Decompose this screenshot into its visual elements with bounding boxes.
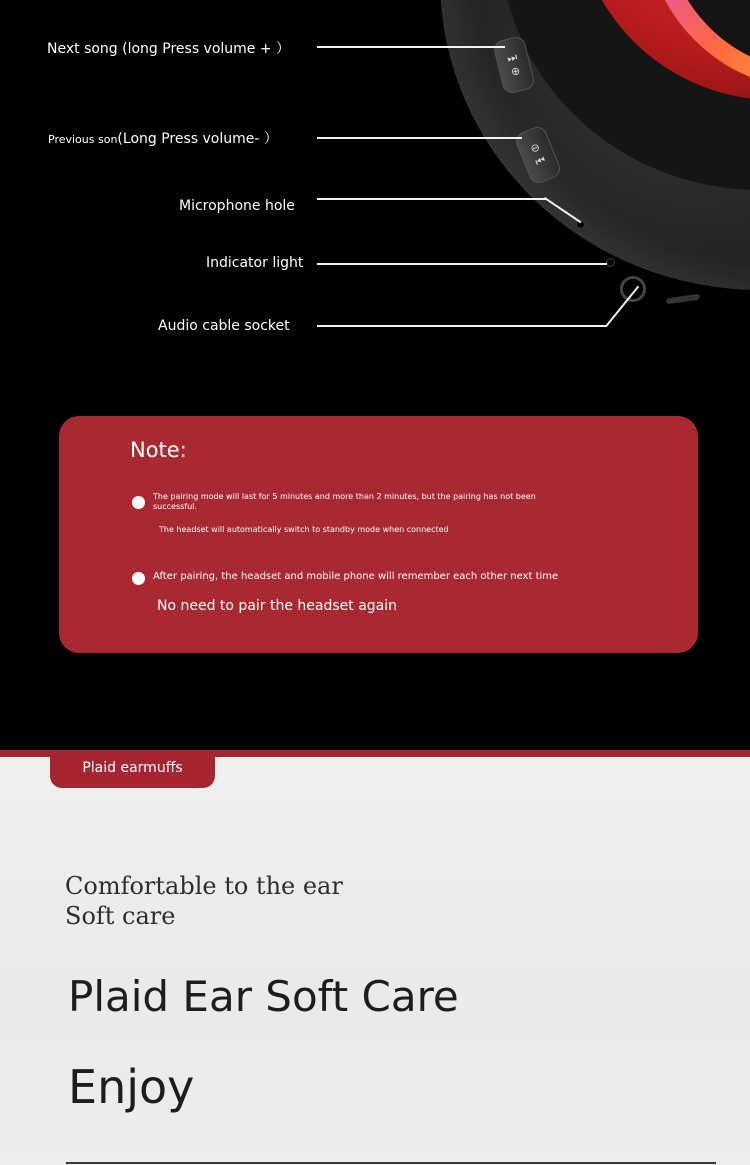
- enjoy-text: Enjoy: [68, 1060, 195, 1114]
- volume-down-icon: ⊖: [528, 140, 542, 156]
- section-tag: Plaid earmuffs: [50, 750, 215, 788]
- headline: Plaid Ear Soft Care: [68, 972, 459, 1021]
- note-card: [59, 416, 698, 653]
- serif-heading-line-1: Comfortable to the ear: [65, 872, 343, 900]
- charging-port: [666, 294, 701, 305]
- bullet-icon: [132, 496, 145, 509]
- note-item-1: [153, 492, 536, 512]
- callout-previous-song-rest: (Long Press volume- ）: [117, 131, 278, 147]
- callout-audio-socket: Audio cable socket: [158, 318, 290, 334]
- leader-line-microphone: [317, 198, 547, 200]
- leader-line-previous: [317, 137, 522, 139]
- audio-socket: [620, 276, 646, 302]
- callout-previous-song: [48, 128, 278, 148]
- earmuffs-section: [0, 750, 750, 1165]
- callout-microphone: Microphone hole: [179, 198, 295, 214]
- note-item-1-line-1: The pairing mode will last for 5 minutes and more than 2 minutes, but the pairing has not been: [153, 492, 536, 501]
- callout-next-song: Next song (long Press volume + ）: [47, 41, 291, 57]
- bullet-icon: [132, 572, 145, 585]
- volume-up-icon: ⊕: [509, 63, 522, 79]
- previous-track-icon: ⏮: [533, 153, 548, 169]
- note-item-2-line-2: No need to pair the headset again: [157, 598, 398, 614]
- bottom-rule: [66, 1162, 716, 1164]
- next-track-icon: ⏭: [505, 50, 519, 66]
- serif-heading-line-2: Soft care: [65, 902, 176, 930]
- note-item-2-line-1: After pairing, the headset and mobile phone will remember each other next time: [153, 571, 559, 582]
- leader-line-next: [317, 46, 505, 48]
- indicator-light: [606, 258, 615, 267]
- callout-indicator: Indicator light: [206, 255, 304, 271]
- callout-previous-song-prefix: Previous son: [48, 133, 118, 146]
- note-item-1-line-2: successful.: [153, 502, 197, 511]
- note-item-1-sub: The headset will automatically switch to standby mode when connected: [159, 525, 449, 534]
- leader-line-socket: [317, 325, 607, 327]
- leader-line-indicator: [317, 263, 607, 265]
- note-title: Note:: [130, 438, 187, 462]
